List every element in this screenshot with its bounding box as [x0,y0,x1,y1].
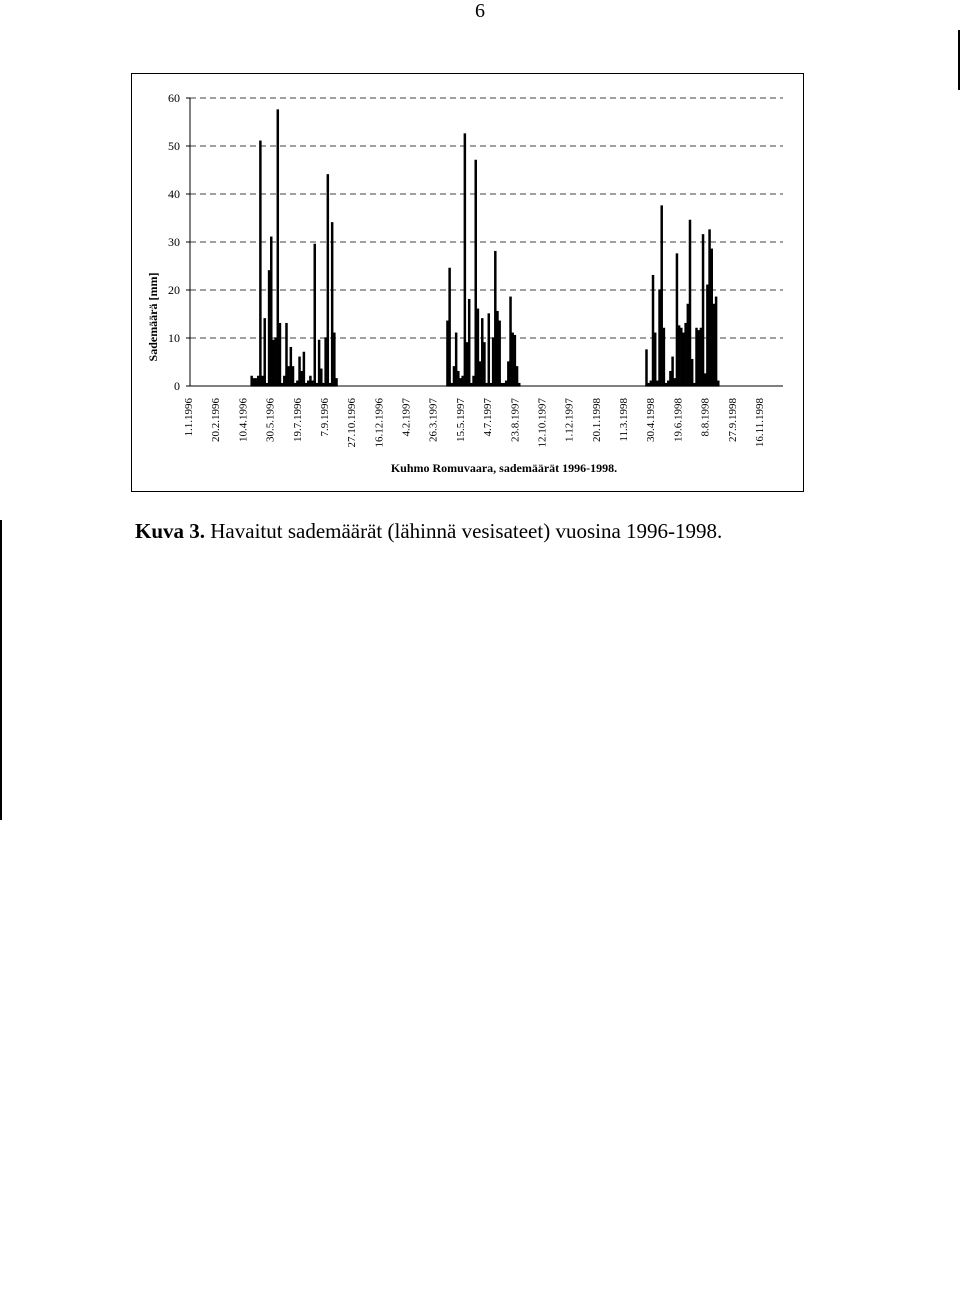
ytick-label-30: 30 [168,235,180,249]
xtick-label-4: 19.7.1996 [291,398,304,442]
bar-41 [449,268,450,386]
bar-89 [679,326,680,386]
bar-1 [253,379,254,386]
bar-46 [460,379,461,386]
xtick-label-11: 4.7.1997 [482,398,495,437]
bar-6 [264,319,265,386]
bar-85 [670,372,671,386]
bar-19 [292,367,293,386]
bar-74 [646,350,647,386]
bar-32 [321,369,322,386]
xtick-label-21: 16.11.1998 [754,398,766,448]
bar-54 [477,309,478,386]
bar-94 [689,220,690,386]
bar-49 [466,343,467,386]
bar-53 [475,160,476,386]
bar-69 [510,297,511,386]
bar-0 [251,376,252,386]
bar-98 [698,331,699,386]
bar-102 [707,285,708,386]
bar-39 [336,379,337,386]
bar-68 [508,362,509,386]
bar-77 [652,276,653,386]
bar-67 [506,381,507,386]
bar-3 [258,376,259,386]
bar-15 [284,376,285,386]
caption-text: Havaitut sademäärät (lähinnä vesisateet) vuosina 1996-1998. [205,519,723,543]
bar-99 [700,328,701,386]
bar-62 [495,252,496,386]
ytick-label-40: 40 [168,187,180,201]
bar-104 [711,249,712,386]
bar-18 [290,348,291,386]
ytick-label-50: 50 [168,139,180,153]
bar-72 [516,367,517,386]
xtick-label-12: 23.8.1997 [509,398,522,442]
bar-8 [268,271,269,386]
bar-71 [514,336,515,386]
bar-11 [275,338,276,386]
y-tick-labels [168,91,180,393]
x-tick-labels [183,398,766,448]
bar-84 [668,381,669,386]
bar-101 [705,374,706,386]
bar-100 [702,235,703,386]
bar-31 [319,340,320,386]
bar-13 [279,324,280,386]
bar-47 [462,376,463,386]
precipitation-chart [132,74,803,491]
ytick-label-0: 0 [174,379,180,393]
chart-frame [131,73,804,492]
bar-43 [453,367,454,386]
bar-103 [709,230,710,386]
bar-107 [718,381,719,386]
bar-22 [299,357,300,386]
bar-57 [484,343,485,386]
bar-106 [715,297,716,386]
bar-4 [260,141,261,386]
xtick-label-20: 27.9.1998 [726,398,739,442]
scan-edge-left [0,520,2,820]
bar-34 [325,338,326,386]
bar-64 [499,321,500,386]
bar-26 [308,381,309,386]
bar-63 [497,312,498,386]
ytick-label-10: 10 [168,331,180,345]
bar-70 [512,333,513,386]
bar-82 [663,328,664,386]
bar-38 [334,333,335,386]
xtick-label-1: 20.2.1996 [210,398,223,442]
bar-87 [674,379,675,386]
xtick-label-8: 4.2.1997 [400,398,413,437]
bar-40 [447,321,448,386]
xtick-label-17: 30.4.1998 [645,398,658,442]
bar-79 [657,381,658,386]
xtick-label-6: 27.10.1996 [346,398,359,448]
bar-9 [271,237,272,386]
bar-56 [482,319,483,386]
bar-10 [273,340,274,386]
bar-78 [655,333,656,386]
bar-97 [696,328,697,386]
ytick-label-20: 20 [168,283,180,297]
bar-105 [713,304,714,386]
bar-5 [262,376,263,386]
y-axis-label: Sademäärä [mm] [146,272,160,362]
bar-61 [493,338,494,386]
bar-88 [676,254,677,386]
xtick-label-14: 1.12.1997 [563,398,576,442]
bar-59 [488,314,489,386]
bar-76 [650,381,651,386]
xtick-label-2: 10.4.1996 [237,398,250,442]
xtick-label-5: 7.9.1996 [318,398,331,437]
xtick-label-9: 26.3.1997 [427,398,440,442]
bar-37 [332,223,333,386]
bar-95 [692,360,693,386]
bar-50 [469,300,470,386]
bar-2 [255,379,256,386]
bar-90 [681,328,682,386]
xtick-label-10: 15.5.1997 [454,398,467,442]
bar-45 [458,372,459,386]
bar-93 [687,304,688,386]
bar-28 [312,381,313,386]
xtick-label-13: 12.10.1997 [536,398,549,448]
bar-24 [303,352,304,386]
xtick-label-16: 11.3.1998 [618,398,631,442]
bar-48 [464,134,465,386]
xtick-label-7: 16.12.1996 [373,398,386,448]
bars [251,110,719,386]
xtick-label-15: 20.1.1998 [590,398,603,442]
bar-16 [286,324,287,386]
bar-52 [473,376,474,386]
caption-label: Kuva 3. [135,519,206,543]
bar-35 [327,175,328,386]
chart-title: Kuhmo Romuvaara, sademäärät 1996-1998. [390,461,618,475]
bar-29 [314,244,315,386]
ytick-label-60: 60 [168,91,180,105]
bar-81 [661,206,662,386]
xtick-label-3: 30.5.1996 [264,398,277,442]
bar-91 [683,333,684,386]
bar-44 [456,333,457,386]
xtick-label-0: 1.1.1996 [183,398,195,437]
bar-12 [277,110,278,386]
bar-55 [479,362,480,386]
bar-80 [659,290,660,386]
xtick-label-18: 19.6.1998 [672,398,685,442]
bar-86 [672,357,673,386]
xtick-label-19: 8.8.1998 [699,398,712,437]
bar-21 [297,381,298,386]
bar-92 [685,324,686,386]
figure-caption [135,519,722,544]
bar-27 [310,376,311,386]
bar-17 [288,367,289,386]
page-number: 6 [475,0,485,22]
bar-23 [301,372,302,386]
